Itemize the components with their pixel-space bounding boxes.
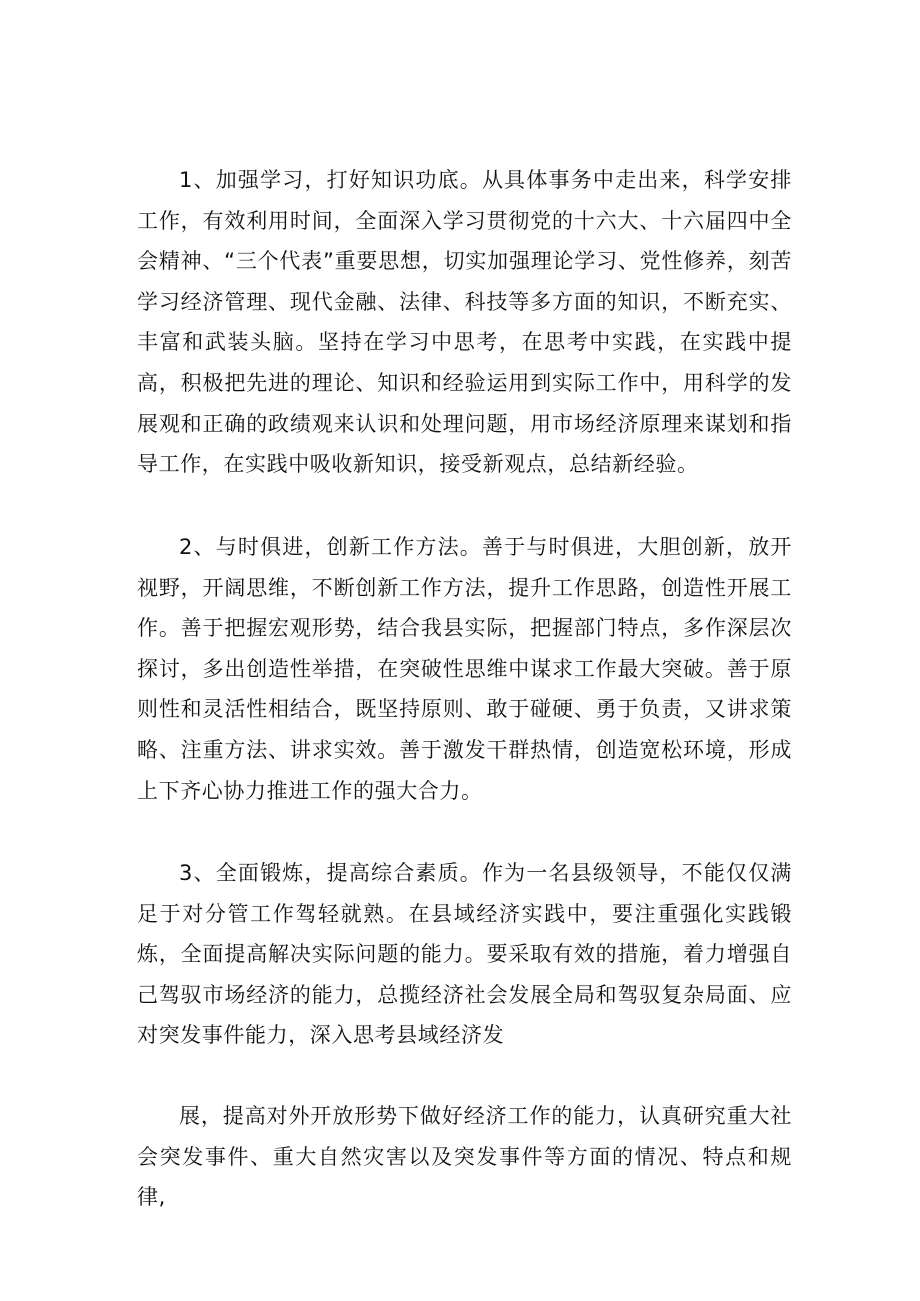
paragraph-3: 3、全面锻炼，提高综合素质。作为一名县级领导，不能仅仅满足于对分管工作驾轻就熟。在县域经济实践中，要注重强化实践锻炼，全面提高解决实际问题的能力。要采取有效的措施，着力增强自己驾驭市场经济的能力，总揽经济社会发展全局和驾驭复杂局面、应对突发事件能力，深入思考县域经济发 [137, 861, 792, 1048]
paragraph-4: 展，提高对外开放形势下做好经济工作的能力，认真研究重大社会突发事件、重大自然灾害以及突发事件等方面的情况、特点和规律, [137, 1104, 792, 1210]
paragraph-2: 2、与时俱进，创新工作方法。善于与时俱进，大胆创新，放开视野，开阔思维，不断创新工作方法，提升工作思路，创造性开展工作。善于把握宏观形势，结合我县实际，把握部门特点，多作深层次探讨，多出创造性举措，在突破性思维中谋求工作最大突破。善于原则性和灵活性相结合，既坚持原则、敢于碰硬、勇于负责，又讲求策略、注重方法、讲求实效。善于激发干群热情，创造宽松环境，形成上下齐心协力推进工作的强大合力。 [137, 535, 792, 803]
paragraph-1: 1、加强学习，打好知识功底。从具体事务中走出来，科学安排工作，有效利用时间，全面深入学习贯彻党的十六大、十六届四中全会精神、“三个代表”重要思想，切实加强理论学习、党性修养，刻苦学习经济管理、现代金融、法律、科技等多方面的知识，不断充实、丰富和武装头脑。坚持在学习中思考，在思考中实践，在实践中提高，积极把先进的理论、知识和经验运用到实际工作中，用科学的发展观和正确的政绩观来认识和处理问题，用市场经济原理来谋划和指导工作，在实践中吸收新知识，接受新观点，总结新经验。 [137, 168, 792, 477]
